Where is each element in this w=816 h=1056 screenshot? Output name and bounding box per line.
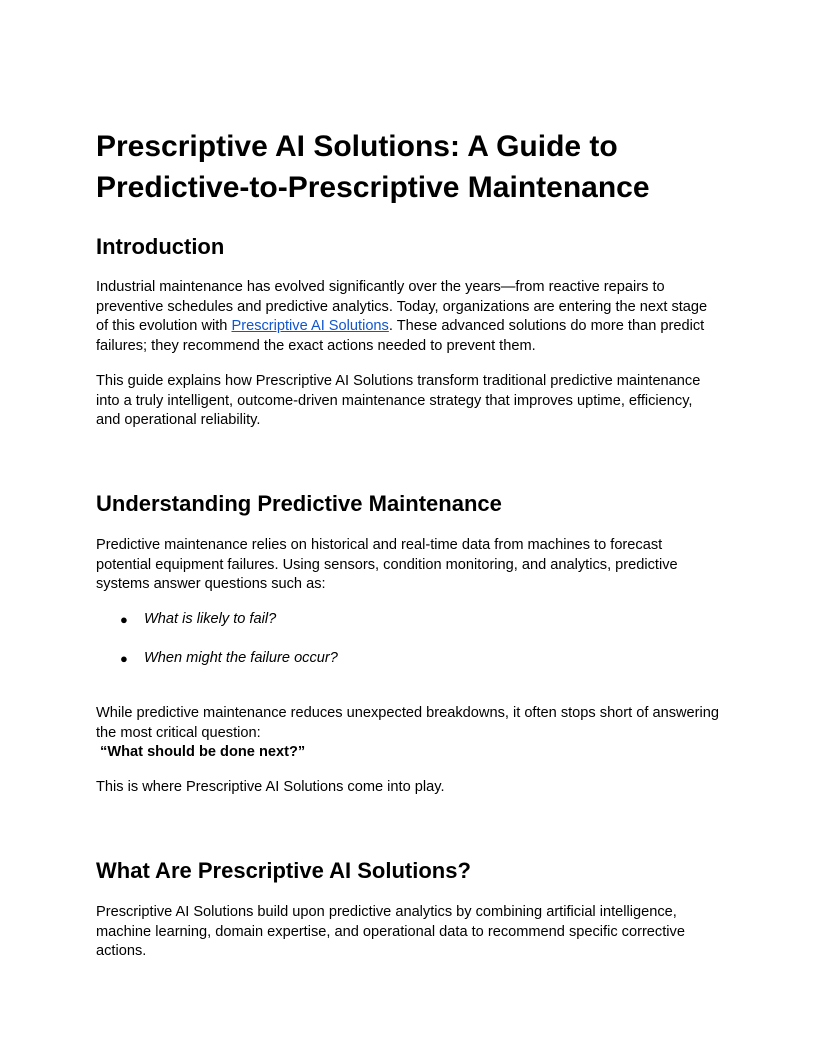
intro-paragraph-1 <box>96 278 720 356</box>
critical-question: “What should be done next?” <box>96 744 306 760</box>
predictive-paragraph-3: This is where Prescriptive AI Solutions come into play. <box>96 779 445 795</box>
intro-paragraph-1-start: Industrial maintenance has evolved significantly over the years—from reactive repairs to preventive schedules and predictive analytics. Today, organizations are entering the next stage of this evolution with <box>96 279 708 334</box>
list-item <box>96 649 720 669</box>
list-item-text: When might the failure occur? <box>144 650 338 666</box>
document-title: Prescriptive AI Solutions: A Guide to Predictive-to-Prescriptive Maintenance <box>96 130 650 204</box>
predictive-paragraph-1: Predictive maintenance relies on historical and real-time data from machines to forecast potential equipment failures. Using sensors, condition monitoring, and analytics, predictive systems answer questions such as: <box>96 537 678 592</box>
predictive-paragraph-2-text: While predictive maintenance reduces unexpected breakdowns, it often stops short of answering the most critical question: <box>96 705 720 741</box>
list-item <box>96 610 720 630</box>
bullet-icon: ● <box>120 612 128 627</box>
heading-what-are-prescriptive-ai-solutions: What Are Prescriptive AI Solutions? <box>96 858 471 883</box>
predictive-question-list <box>96 610 720 688</box>
prescriptive-ai-solutions-link[interactable]: Prescriptive AI Solutions <box>231 318 389 334</box>
bullet-icon: ● <box>120 651 128 666</box>
prescriptive-paragraph-1: Prescriptive AI Solutions build upon predictive analytics by combining artificial intelligence, machine learning, domain expertise, and operational data to recommend specific corrective actions. <box>96 904 685 959</box>
intro-paragraph-1-end: . These advanced solutions do more than predict failures; they recommend the exact actions needed to prevent them. <box>96 318 705 354</box>
list-item-text: What is likely to fail? <box>144 611 277 627</box>
heading-introduction: Introduction <box>96 234 225 259</box>
predictive-paragraph-2 <box>96 704 720 763</box>
heading-understanding-predictive-maintenance: Understanding Predictive Maintenance <box>96 491 502 516</box>
intro-paragraph-2: This guide explains how Prescriptive AI Solutions transform traditional predictive maintenance into a truly intelligent, outcome-driven maintenance strategy that improves uptime, efficiency, and operational reliability. <box>96 373 701 428</box>
